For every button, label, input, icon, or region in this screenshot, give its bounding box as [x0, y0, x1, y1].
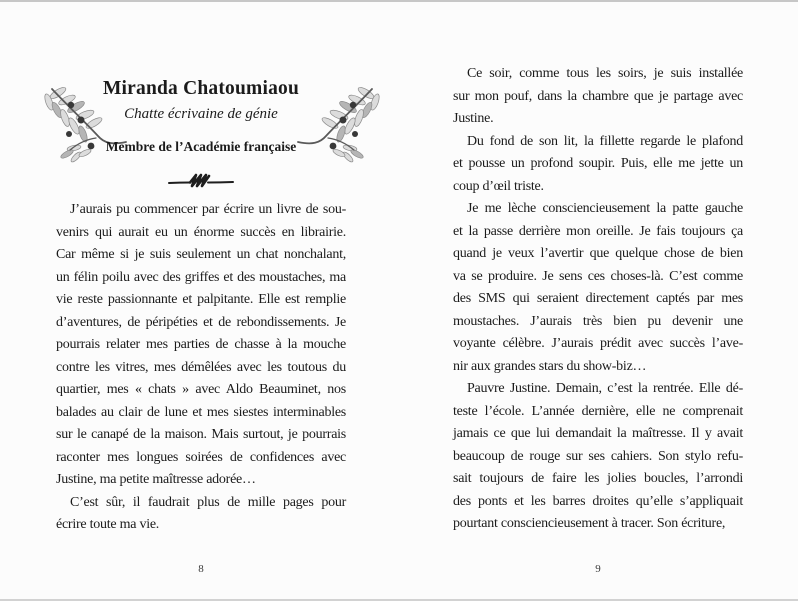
text-line: Justine.: [453, 111, 494, 126]
chapter-author-subtitle: Chatte écrivaine de génie: [124, 106, 278, 122]
page-left: [56, 0, 346, 601]
chapter-author-role: Membre de l’Académie française: [105, 139, 297, 154]
page-number-right: 9: [595, 563, 601, 575]
text-line: nir aux grandes stars du show-biz…: [453, 358, 647, 374]
text-line: jamais ce que lui demandait la maîtresse. Il y avait: [453, 426, 743, 441]
text-line: des ponts et les barres droites qu’elle s’appliquait: [453, 493, 743, 509]
text-line: écrire toute ma vie.: [56, 517, 160, 532]
text-line: des SMS qui seraient directement captés par mes: [453, 291, 743, 306]
text-line: et pousse un profond soupir. Puis, elle me jette un: [453, 156, 743, 171]
rope-knot-divider-icon: [168, 171, 234, 193]
text-line: Pauvre Justine. Demain, c’est la rentrée. Elle dé-: [467, 381, 743, 396]
text-line: vie reste passionnante et palpitante. Elle est remplie: [56, 292, 346, 307]
text-line: Je me lèche consciencieusement la patte gauche: [467, 201, 743, 216]
text-line: sait toujours de faire les jolies boucles, l’arrondi: [453, 471, 743, 486]
text-line: sur le canapé de la maison. Mais surtout, je pourrais: [56, 427, 346, 442]
text-line: C’est sûr, il faudrait plus de mille pages pour: [70, 494, 346, 510]
page-right: [453, 0, 743, 601]
text-line: d’aventures, de péripéties et de rebondissements. Je: [56, 314, 346, 330]
text-line: teste l’école. L’année dernière, elle ne comprenait: [453, 403, 743, 419]
page-number-left: 8: [198, 563, 204, 575]
text-line: Du fond de son lit, la fillette regarde le plafond: [467, 133, 743, 149]
text-line: venirs qui aurait eu un énorme succès en librairie.: [56, 224, 346, 240]
chapter-author-title: Miranda Chatoumiaou: [102, 78, 300, 99]
page-right-body-text: [453, 63, 743, 536]
text-line: et la passe derrière mon oreille. Je fais toujours ça: [453, 223, 743, 239]
text-line: beaucoup de rouge sur ses cahiers. Son stylo refu-: [453, 448, 743, 464]
text-line: contre les vitres, mes démêlées avec les toutous du: [56, 359, 346, 375]
text-line: J’aurais pu commencer par écrire un livre de sou-: [70, 202, 346, 217]
text-line: coup d’œil triste.: [453, 178, 544, 194]
text-line: balades au clair de lune et mes siestes interminables: [56, 404, 346, 420]
text-line: un félin poilu avec des griffes et des moustaches, ma: [56, 269, 346, 285]
text-line: Justine, ma petite maîtresse adorée…: [56, 472, 256, 487]
text-line: pourrais relater mes parties de chasse à la mouche: [56, 337, 346, 352]
text-line: quartier, mes « chats » avec Aldo Beauminet, nos: [56, 382, 346, 397]
page-left-body-text: [56, 199, 346, 537]
text-line: va se produire. Je sens ces choses-là. C’est comme: [453, 268, 743, 284]
text-line: voyante célèbre. J’aurais prédit avec succès l’ave-: [453, 336, 743, 351]
text-line: Ce soir, comme tous les soirs, je suis installée: [467, 66, 743, 81]
text-line: Car même si je suis seulement un chat nonchalant,: [56, 247, 346, 262]
text-line: sur mon pouf, dans la chambre que je partage avec: [453, 88, 743, 104]
text-line: moustaches. J’aurais très bien pu devenir une: [453, 313, 743, 329]
text-line: quand je veux l’avertir que quelque chose de bien: [453, 246, 743, 261]
text-line: pourtant consciencieusement à tracer. Son écriture,: [453, 516, 726, 531]
text-line: raconter mes longues soirées de confidences avec: [56, 449, 346, 465]
